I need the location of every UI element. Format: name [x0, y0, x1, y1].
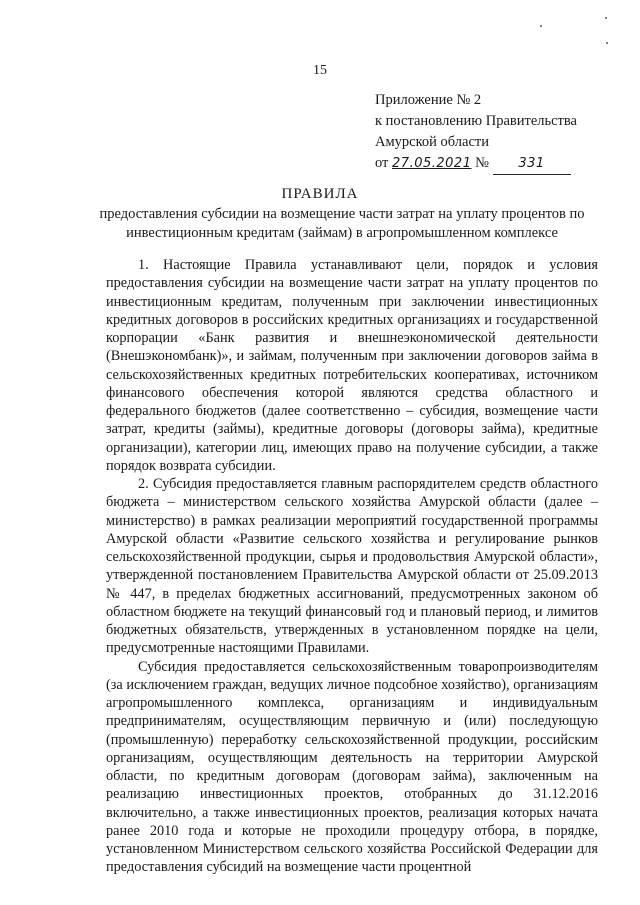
number-prefix: № [475, 155, 489, 171]
appendix-block [375, 90, 577, 175]
scan-speck [606, 42, 608, 44]
appendix-region: Амурской области [375, 134, 489, 150]
document-subtitle: предоставления субсидии на возмещение части затрат на уплату процентов по инвестиционным кредитам (займам) в агропромышленном комплексе [99, 206, 585, 241]
paragraph-1: 1. Настоящие Правила устанавливают цели, порядок и условия предоставления субсидии на возмещение части затрат на уплату процентов по инвестиционным кредитам, полученным при заключении инвестиционных кредитных договоров в российских кредитных организациях и государственной корпорации «Банк развития и внешнеэкономической деятельности (Внешэкономбанк)», и займам, полученным при заключении договоров займа в сельскохозяйственных кредитных потребительских кооперативах, источником финансового обеспечения которой являются средства областного и федерального бюджетов (далее соответственно – субсидия, возмещение части затрат, кредиты (займы), кредитные договоры (договоры займа), кредитные организации), категории лиц, имеющих право на получение субсидии, а также порядок возврата субсидии. [106, 257, 598, 474]
number-field [493, 153, 571, 175]
appendix-date-line [375, 153, 577, 175]
handwritten-number: 331 [518, 156, 545, 171]
handwritten-date: 27.05.2021 [392, 156, 472, 171]
scan-speck [540, 25, 542, 27]
appendix-title: Приложение № 2 [375, 92, 482, 108]
scan-speck [605, 17, 607, 19]
date-prefix: от [375, 155, 389, 171]
paragraph-2: 2. Субсидия предоставляется главным распорядителем средств областного бюджета – министерством сельского хозяйства Амурской области (далее – министерство) в рамках реализации мероприятий государственной программы Амурской области «Развитие сельского хозяйства и регулирование рынков сельскохозяйственной продукции, сырья и продовольствия Амурской области», утвержденной постановлением Правительства Амурской области от 25.09.2013 № 447, в пределах бюджетных ассигнований, предусмотренных законом об областном бюджете на текущий финансовый год и плановый период, и лимитов бюджетных обязательств, утвержденных в установленном порядке на цели, предусмотренные настоящими Правилами. [106, 476, 598, 657]
appendix-decree: к постановлению Правительства [375, 113, 577, 129]
document-title: ПРАВИЛА [281, 186, 359, 202]
page-number: 15 [313, 63, 327, 78]
paragraph-3: Субсидия предоставляется сельскохозяйственным товаропроизводителям (за исключением граждан, ведущих личное подсобное хозяйство), организациям агропромышленного комплекса, организациям и индивидуальным предпринимателям, осуществляющим первичную и (или) последующую (промышленную) переработку сельскохозяйственной продукции, российским организациям, осуществляющим деятельность на территории Амурской области, по кредитным договорам (договорам займа), заключенным на реализацию инвестиционных проектов, отобранных до 31.12.2016 включительно, а также инвестиционных проектов, реализация которых начата ранее 2010 года и которые не проходили процедуру отбора, в порядке, установленном Министерством сельского хозяйства Российской Федерации для предоставления субсидий на возмещение части процентной [106, 658, 598, 876]
document-body [106, 256, 598, 877]
